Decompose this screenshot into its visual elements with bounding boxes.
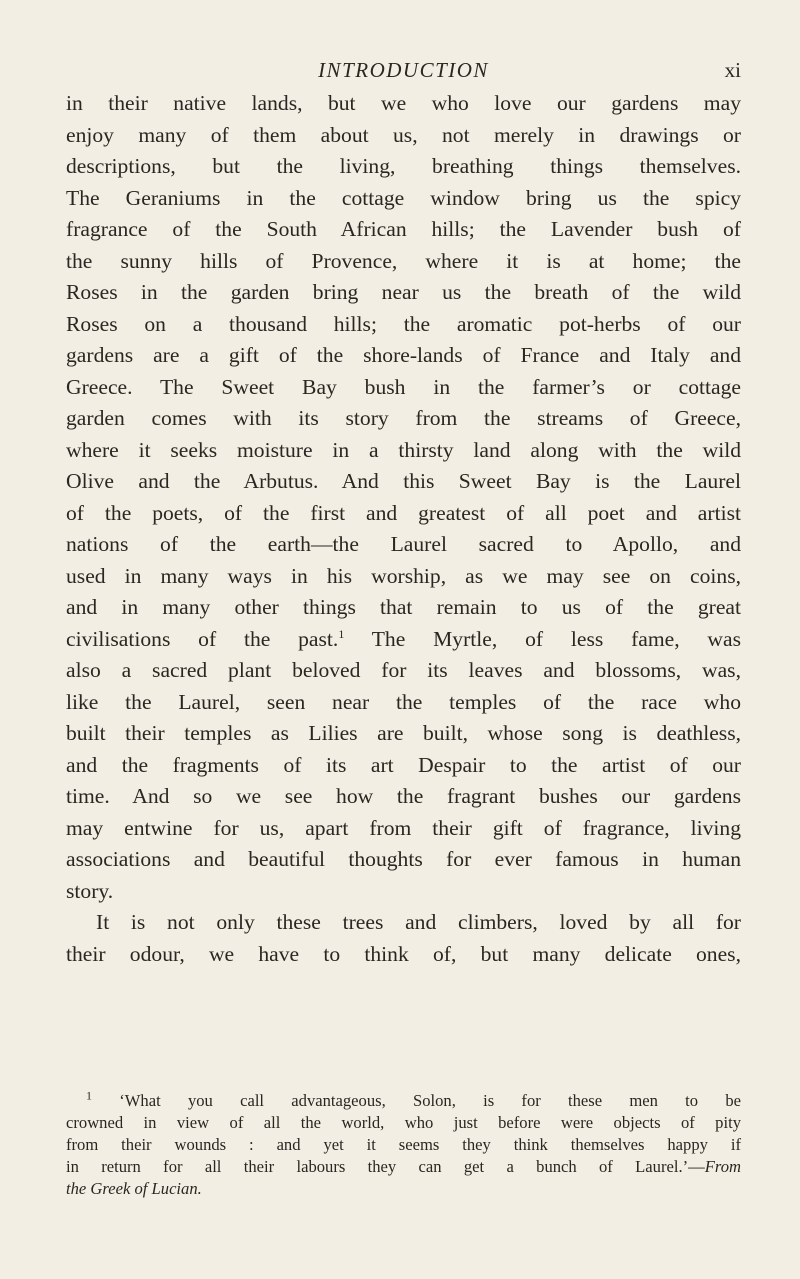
text-line: Olive and the Arbutus. And this Sweet Bay is the Laurel (66, 469, 741, 493)
text-segment: ‘What you call advantageous, Solon, is for these men to be (92, 1091, 741, 1110)
text-segment: civilisations of the past. (66, 626, 339, 651)
text-segment: in return for all their labours they can get a bunch of Laurel.’— (66, 1157, 705, 1176)
text-line: may entwine for us, apart from their gift of fragrance, living (66, 815, 741, 840)
footnote-source: the Greek of Lucian. (66, 1179, 202, 1198)
text-line: in their native lands, but we who love our gardens may (66, 91, 741, 115)
text-line: where it seeks moisture in a thirsty land along with the wild (66, 437, 741, 462)
text-line: story. (66, 878, 114, 903)
running-head (66, 52, 741, 84)
text-line: Roses in the garden bring near us the breath of the wild (66, 280, 741, 304)
text-line: the sunny hills of Provence, where it is at home; the (66, 248, 741, 273)
text-line: used in many ways in his worship, as we may see on coins, (66, 563, 741, 588)
text-line: their odour, we have to think of, but many delicate ones, (66, 941, 741, 966)
text-line: of the poets, of the first and greatest of all poet and artist (66, 500, 741, 525)
footnote-line: from their wounds : and yet it seems they think themselves happy if (66, 1135, 741, 1154)
text-line: gardens are a gift of the shore-lands of France and Italy and (66, 343, 741, 367)
footnote-marker: 1 (86, 1088, 92, 1103)
text-line: Roses on a thousand hills; the aromatic pot-herbs of our (66, 311, 741, 336)
text-line: enjoy many of them about us, not merely in drawings or (66, 122, 741, 147)
footnote (66, 1090, 741, 1200)
footnote-line (66, 1156, 741, 1178)
text-line: built their temples as Lilies are built, whose song is deathless, (66, 721, 741, 745)
text-line: also a sacred plant beloved for its leaves and blossoms, was, (66, 658, 741, 682)
text-line: garden comes with its story from the streams of Greece, (66, 406, 741, 430)
text-line (66, 624, 741, 656)
footnote-line (66, 1090, 741, 1112)
footnote-reference: 1 (338, 626, 345, 641)
text-line: nations of the earth—the Laurel sacred to Apollo, and (66, 532, 741, 556)
running-title: INTRODUCTION (318, 58, 489, 82)
footnote-line: crowned in view of all the world, who just before were objects of pity (66, 1113, 741, 1132)
text-line: The Geraniums in the cottage window bring us the spicy (66, 185, 741, 210)
text-line: descriptions, but the living, breathing things themselves. (66, 154, 741, 178)
body-text (66, 88, 741, 970)
text-line: time. And so we see how the fragrant bushes our gardens (66, 784, 741, 808)
text-line: associations and beautiful thoughts for ever famous in human (66, 847, 741, 871)
text-line: and the fragments of its art Despair to the artist of our (66, 752, 741, 777)
footnote-source-prefix: From (704, 1157, 741, 1176)
text-line: and in many other things that remain to us of the great (66, 595, 741, 619)
text-segment: The Myrtle, of less fame, was (344, 626, 742, 651)
page-number: xi (724, 58, 741, 82)
text-line: Greece. The Sweet Bay bush in the farmer’s or cottage (66, 374, 741, 399)
text-line: fragrance of the South African hills; the Lavender bush of (66, 217, 741, 241)
text-line: like the Laurel, seen near the temples of the race who (66, 689, 741, 714)
text-line: It is not only these trees and climbers, loved by all for (96, 910, 741, 934)
